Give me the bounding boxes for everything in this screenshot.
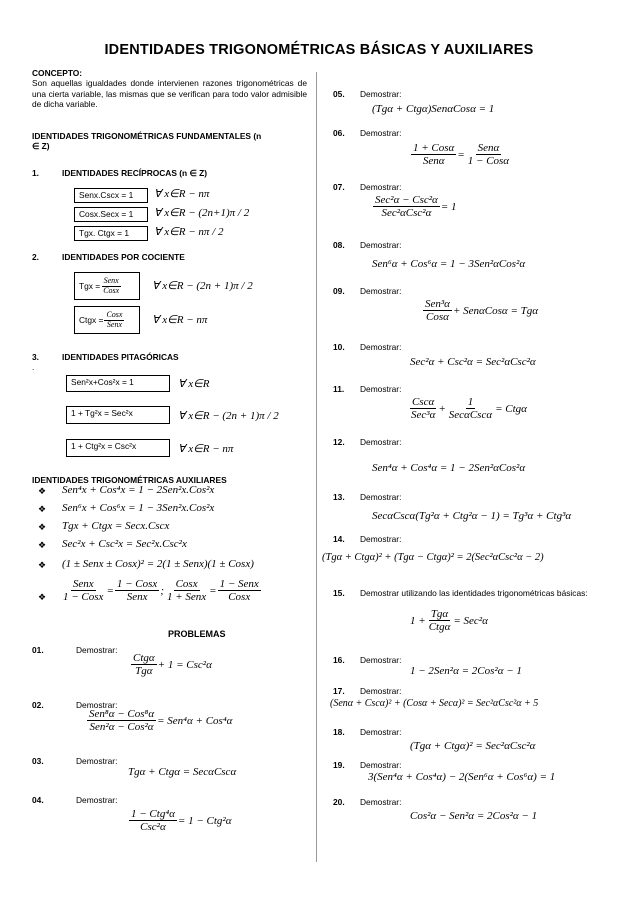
problem-04-number: 04.	[32, 795, 44, 805]
p04-den: Csc²α	[140, 821, 166, 834]
aux-item-5: (1 ± Senx ± Cosx)² = 2(1 ± Senx)(1 ± Cosx)	[62, 558, 254, 570]
column-divider	[316, 72, 317, 862]
reciprocal-box-1: Senx.Cscx = 1	[74, 188, 148, 203]
bullet-icon: ❖	[38, 486, 47, 496]
concept-section	[32, 68, 307, 109]
problem-18-number: 18.	[333, 727, 345, 737]
problem-12-expr: Sen⁴α + Cos⁴α = 1 − 2Sen²αCos²α	[372, 462, 526, 474]
p09-frac	[423, 298, 452, 323]
problem-06-label: Demostrar:	[360, 128, 402, 138]
bullet-icon: ❖	[38, 504, 47, 514]
problem-01-expr	[130, 652, 212, 677]
problem-11-expr: $\frac{\text{Cscα}}{\text{Sec³α}}$ + $\frac{1}{\text{SecαCscα}}$ = Ctgα	[411, 396, 527, 422]
reciprocal-cond-3: ∀ x∈R − nπ / 2	[154, 226, 224, 238]
problem-19-number: 19.	[333, 760, 345, 770]
section-3-dot: .	[32, 362, 35, 372]
aux-item-6: $\frac{\text{Senx}}{\text{1 − Cosx}}$ = $\frac{\text{1 − Cosx}}{\text{Senx}}$ ; $\frac{\text{Cosx}}{\text{1 + Senx}}$ = $\frac{\text{1 − Senx}}{\text{Cosx}}$	[63, 578, 259, 604]
concept-heading: CONCEPTO:	[32, 68, 83, 78]
p01-rest: + 1 = Csc²α	[157, 658, 212, 671]
p02-frac	[87, 708, 156, 733]
ctg-lhs: Ctgx =	[79, 315, 104, 325]
problem-13-label: Demostrar:	[360, 492, 402, 502]
fundamentals-heading: IDENTIDADES TRIGONOMÉTRICAS FUNDAMENTALES (n ∈ Z)	[32, 131, 262, 152]
auxiliares-heading: IDENTIDADES TRIGONOMÉTRICAS AUXILIARES	[32, 475, 227, 485]
pythagorean-cond-1: ∀ x∈R	[178, 378, 210, 390]
reciprocal-cond-2: ∀ x∈R − (2n+1)π / 2	[154, 207, 250, 219]
problem-16-label: Demostrar:	[360, 655, 402, 665]
reciprocal-box-2: Cosx.Secx = 1	[74, 207, 148, 222]
problem-04-expr	[128, 808, 231, 833]
aux6-frac-2	[115, 578, 159, 603]
p11-f2-num: 1	[467, 396, 474, 408]
aux6-frac-1	[61, 578, 105, 603]
p15-frac	[427, 608, 453, 633]
problem-19-label: Demostrar:	[360, 760, 402, 770]
aux-item-4: Sec²x + Csc²x = Sec²x.Csc²x	[62, 538, 187, 550]
problem-02-expr	[86, 708, 232, 733]
p07-rest: = 1	[440, 200, 457, 213]
aux6-f2-den: Senx	[126, 591, 148, 604]
bullet-icon: ❖	[38, 592, 47, 602]
problem-20-expr: Cos²α − Sen²α = 2Cos²α − 1	[410, 810, 538, 822]
problem-08-number: 08.	[333, 240, 345, 250]
p15-rest: = Sec²α	[453, 614, 488, 627]
quotient-cond-ctg: ∀ x∈R − nπ	[152, 314, 208, 326]
p11-f1-num: Cscα	[412, 396, 435, 408]
p06-f1-den: Senα	[422, 155, 445, 168]
reciprocal-cond-1: ∀ x∈R − nπ	[154, 188, 210, 200]
problem-19-expr: 3(Sen⁴α + Cos⁴α) − 2(Sen⁶α + Cos⁶α) = 1	[368, 771, 556, 783]
aux6-frac-3	[165, 578, 208, 603]
bullet-icon: ❖	[38, 540, 47, 550]
p09-num: Sen³α	[425, 298, 450, 310]
problem-01-label: Demostrar:	[76, 645, 118, 655]
aux6-frac-4	[218, 578, 261, 603]
aux-item-3: Tgx + Ctgx = Secx.Cscx	[62, 520, 170, 532]
bullet-icon: ❖	[38, 560, 47, 570]
problem-18-expr: (Tgα + Ctgα)² = Sec²αCsc²α	[410, 740, 536, 752]
problem-07-number: 07.	[333, 182, 345, 192]
tg-lhs: Tgx =	[79, 281, 101, 291]
problem-10-label: Demostrar:	[360, 342, 402, 352]
pythagorean-box-1: Sen²x+Cos²x = 1	[66, 375, 170, 392]
problem-06-number: 06.	[333, 128, 345, 138]
pythagorean-box-3: 1 + Ctg²x = Csc²x	[66, 439, 170, 457]
problem-12-number: 12.	[333, 437, 345, 447]
problems-heading: PROBLEMAS	[168, 629, 226, 639]
p07-frac	[373, 194, 440, 219]
ctg-den: Senx	[106, 319, 122, 329]
problem-16-number: 16.	[333, 655, 345, 665]
problem-03-number: 03.	[32, 756, 44, 766]
p07-den: Sec²αCsc²α	[381, 207, 432, 220]
problem-18-label: Demostrar:	[360, 727, 402, 737]
pythagorean-cond-3: ∀ x∈R − nπ	[178, 443, 234, 455]
aux-item-2: Sen⁶x + Cos⁶x = 1 − 3Sen²x.Cos²x	[62, 502, 215, 514]
page-title: IDENTIDADES TRIGONOMÉTRICAS BÁSICAS Y AUXILIARES	[104, 42, 534, 58]
quotient-box-ctg	[74, 306, 140, 334]
problem-02-number: 02.	[32, 700, 44, 710]
p15-num: Tgα	[430, 608, 449, 620]
p11-frac-2	[447, 396, 494, 421]
section-1-label: IDENTIDADES RECÍPROCAS (n ∈ Z)	[62, 168, 208, 178]
aux6-f1-den: 1 − Cosx	[63, 591, 104, 604]
p04-frac	[129, 808, 177, 833]
problem-05-number: 05.	[333, 89, 345, 99]
ctg-num: Cosx	[106, 309, 123, 319]
p02-num: Sen⁸α − Cos⁸α	[89, 708, 155, 720]
quotient-box-tg	[74, 272, 140, 300]
concept-text: Son aquellas igualdades donde intervienen razones trigonométricas de una cierta variable, las mismas que se verifican para todo valor admisible de dicha variable.	[32, 78, 307, 109]
p06-frac-1	[411, 142, 456, 167]
p11-frac-1	[409, 396, 437, 421]
problem-10-number: 10.	[333, 342, 345, 352]
problem-12-label: Demostrar:	[360, 437, 402, 447]
problem-17-label: Demostrar:	[360, 686, 402, 696]
p02-den: Sen²α − Cos²α	[89, 721, 154, 734]
problem-08-expr: Sen⁶α + Cos⁶α = 1 − 3Sen²αCos²α	[372, 258, 526, 270]
problem-20-label: Demostrar:	[360, 797, 402, 807]
problem-14-expr: (Tgα + Ctgα)² + (Tgα − Ctgα)² = 2(Sec²αCsc²α − 2)	[322, 552, 544, 563]
bullet-icon: ❖	[38, 522, 47, 532]
aux6-f2-num: 1 − Cosx	[116, 578, 158, 590]
aux6-f3-num: Cosx	[175, 578, 198, 590]
problem-14-number: 14.	[333, 534, 345, 544]
problem-03-expr: Tgα + Ctgα = SecαCscα	[128, 766, 237, 778]
problem-10-expr: Sec²α + Csc²α = Sec²αCsc²α	[410, 356, 536, 368]
problem-13-number: 13.	[333, 492, 345, 502]
p04-rest: = 1 − Ctg²α	[177, 814, 232, 827]
section-3-number: 3.	[32, 352, 39, 362]
problem-09-expr	[422, 298, 538, 323]
aux-item-1: Sen⁴x + Cos⁴x = 1 − 2Sen²x.Cos²x	[62, 484, 215, 496]
problem-11-number: 11.	[333, 384, 345, 394]
problem-04-label: Demostrar:	[76, 795, 118, 805]
p06-f2-den: 1 − Cosα	[467, 155, 510, 168]
p09-rest: + SenαCosα = Tgα	[452, 304, 539, 317]
pythagorean-cond-2: ∀ x∈R − (2n + 1)π / 2	[178, 410, 279, 422]
problem-01-number: 01.	[32, 645, 44, 655]
p01-den: Tgα	[135, 665, 153, 678]
problem-11-label: Demostrar:	[360, 384, 402, 394]
p07-num: Sec²α − Csc²α	[375, 194, 438, 206]
p04-num: 1 − Ctg⁴α	[131, 808, 175, 820]
tg-num: Senx	[103, 275, 119, 285]
problem-07-label: Demostrar:	[360, 182, 402, 192]
p01-frac	[131, 652, 157, 677]
problem-17-expr: (Senα + Cscα)² + (Cosα + Secα)² = Sec²αCsc²α + 5	[330, 698, 539, 709]
quotient-cond-tg: ∀ x∈R − (2n + 1)π / 2	[152, 280, 253, 292]
problem-15-label: Demostrar utilizando las identidades trigonométricas básicas:	[360, 588, 588, 598]
aux6-f4-num: 1 − Senx	[219, 578, 259, 590]
p06-f2-num: Senα	[477, 142, 500, 154]
problem-09-number: 09.	[333, 286, 345, 296]
ctg-fraction	[104, 311, 124, 330]
p15-pre: 1 +	[410, 614, 426, 627]
problem-13-expr: SecαCscα(Tg²α + Ctg²α − 1) = Tg³α + Ctg³α	[372, 510, 572, 522]
aux6-f3-den: 1 + Senx	[166, 591, 207, 604]
tg-den: Cosx	[103, 285, 120, 295]
problem-20-number: 20.	[333, 797, 345, 807]
section-2-label: IDENTIDADES POR COCIENTE	[62, 252, 185, 262]
section-1-number: 1.	[32, 168, 39, 178]
problem-07-expr	[372, 194, 457, 219]
reciprocal-box-3: Tgx. Ctgx = 1	[74, 226, 148, 241]
p02-rest: = Sen⁴α + Cos⁴α	[157, 714, 233, 727]
aux6-f1-num: Senx	[72, 578, 94, 590]
pythagorean-box-2: 1 + Tg²x = Sec²x	[66, 406, 170, 424]
p09-den: Cosα	[426, 311, 449, 324]
problem-05-label: Demostrar:	[360, 89, 402, 99]
problem-14-label: Demostrar:	[360, 534, 402, 544]
p01-num: Ctgα	[133, 652, 155, 664]
problem-06-expr: $\frac{\text{1 + Cosα}}{\text{Senα}}$ = $\frac{\text{Senα}}{\text{1 − Cosα}}$	[413, 142, 510, 168]
problem-17-number: 17.	[333, 686, 345, 696]
p11-f1-den: Sec³α	[411, 409, 436, 422]
p15-den: Ctgα	[428, 621, 451, 634]
aux6-f4-den: Cosx	[228, 591, 251, 604]
section-2-number: 2.	[32, 252, 39, 262]
problem-08-label: Demostrar:	[360, 240, 402, 250]
p06-f1-num: 1 + Cosα	[413, 142, 455, 154]
problem-05-expr: (Tgα + Ctgα)SenαCosα = 1	[372, 103, 495, 115]
problem-09-label: Demostrar:	[360, 286, 402, 296]
problem-15-number: 15.	[333, 588, 345, 598]
problem-15-expr	[410, 608, 488, 633]
tg-fraction	[101, 277, 121, 296]
p11-rest: = Ctgα	[495, 402, 527, 415]
p11-f2-den: SecαCscα	[448, 409, 493, 422]
section-3-label: IDENTIDADES PITAGÓRICAS	[62, 352, 179, 362]
problem-03-label: Demostrar:	[76, 756, 118, 766]
problem-02-label: Demostrar:	[76, 700, 118, 710]
p06-frac-2	[466, 142, 511, 167]
problem-16-expr: 1 − 2Sen²α = 2Cos²α − 1	[410, 665, 522, 677]
